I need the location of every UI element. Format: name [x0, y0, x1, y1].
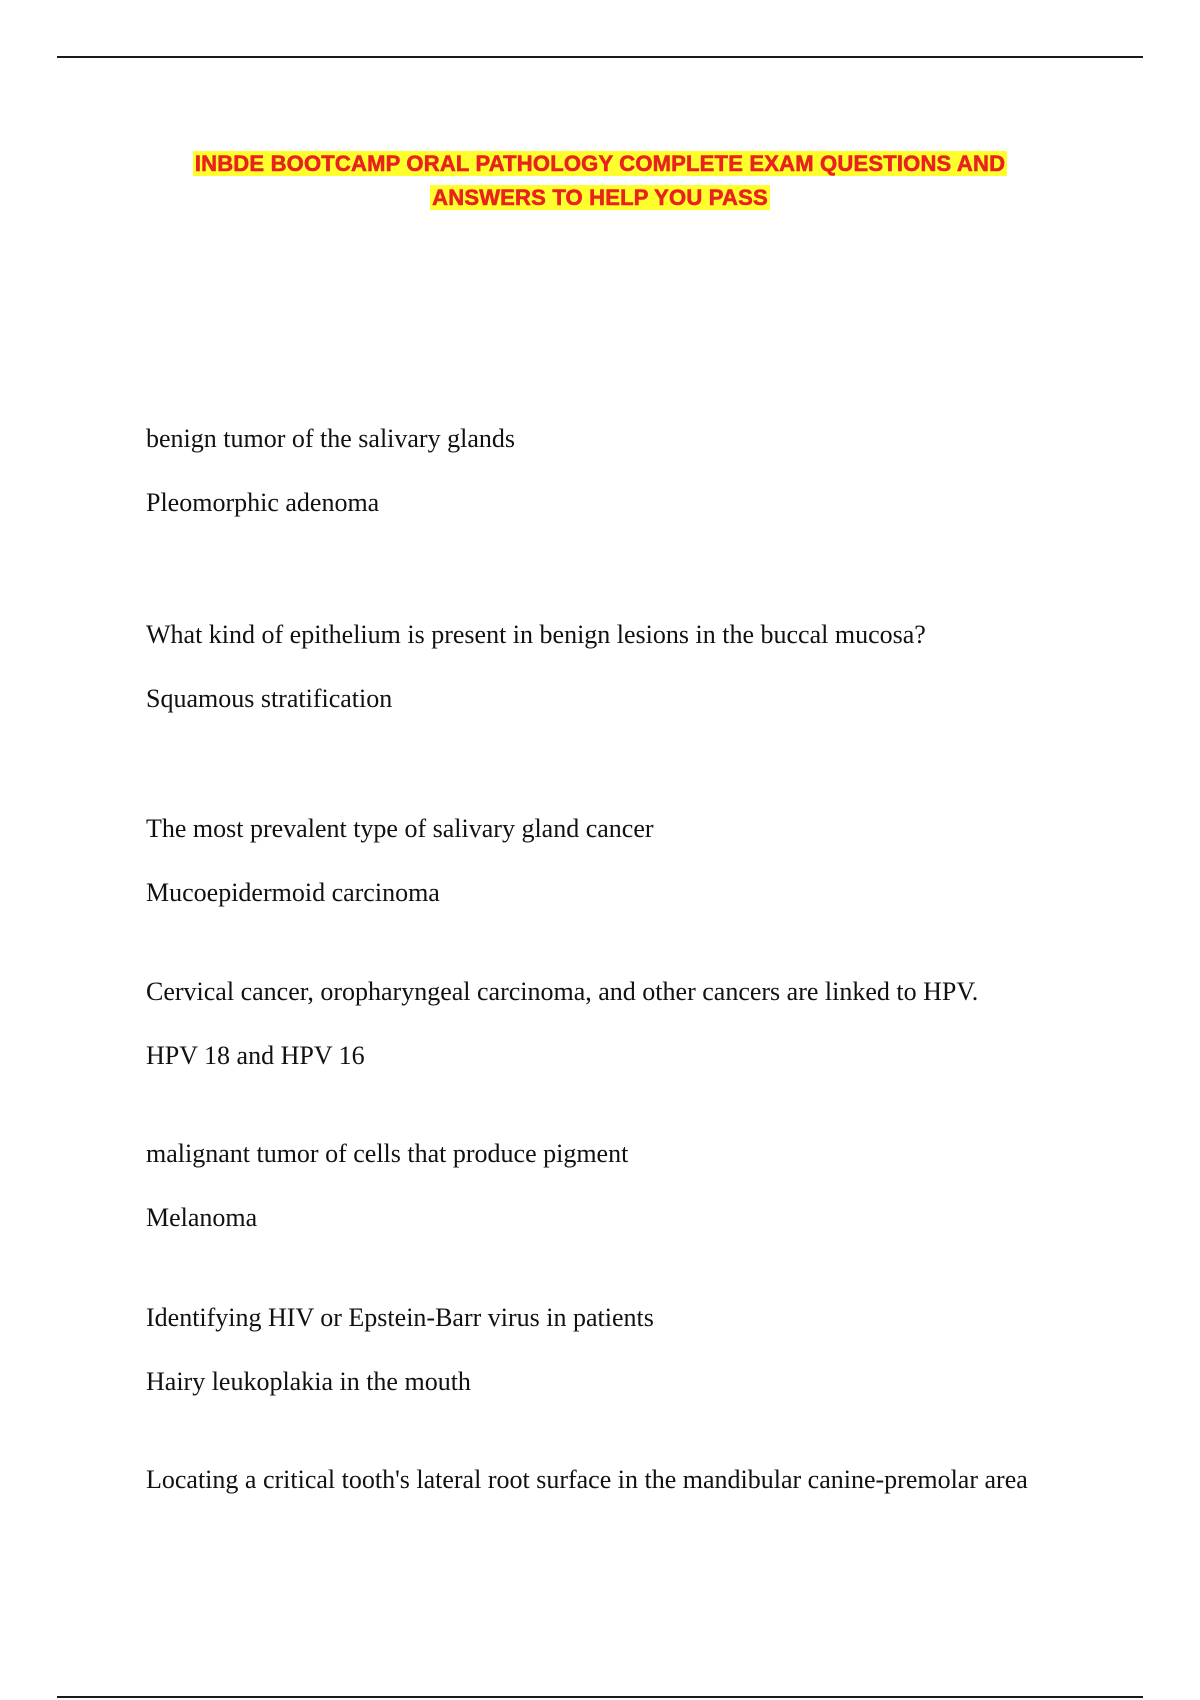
- qa-item-5: [146, 1138, 1076, 1234]
- answer-text: Squamous stratification: [146, 684, 393, 713]
- qa-item-1: [146, 423, 1076, 519]
- question-text: benign tumor of the salivary glands: [146, 424, 515, 453]
- qa-item-7: [146, 1464, 1076, 1496]
- question-text: malignant tumor of cells that produce pigment: [146, 1139, 629, 1168]
- header-rule: [57, 56, 1143, 58]
- qa-item-2: [146, 619, 1076, 715]
- question-text: The most prevalent type of salivary gland cancer: [146, 814, 654, 843]
- qa-item-6: [146, 1302, 1076, 1398]
- question-text: What kind of epithelium is present in benign lesions in the buccal mucosa?: [146, 620, 926, 649]
- question-text: Cervical cancer, oropharyngeal carcinoma, and other cancers are linked to HPV.: [146, 977, 979, 1006]
- footer-rule: [57, 1696, 1143, 1698]
- question-text: Identifying HIV or Epstein-Barr virus in patients: [146, 1303, 654, 1332]
- title-line-2: ANSWERS TO HELP YOU PASS: [432, 185, 768, 210]
- qa-item-3: [146, 813, 1076, 909]
- answer-text: HPV 18 and HPV 16: [146, 1041, 365, 1070]
- question-text: Locating a critical tooth's lateral root surface in the mandibular canine-premolar area: [146, 1465, 1028, 1494]
- answer-text: Hairy leukoplakia in the mouth: [146, 1367, 471, 1396]
- qa-item-4: [146, 976, 1076, 1072]
- answer-text: Mucoepidermoid carcinoma: [146, 878, 440, 907]
- title-line-1: INBDE BOOTCAMP ORAL PATHOLOGY COMPLETE EXAM QUESTIONS AND: [194, 151, 1006, 176]
- answer-text: Pleomorphic adenoma: [146, 488, 380, 517]
- answer-text: Melanoma: [146, 1203, 258, 1232]
- document-title: [0, 147, 1200, 215]
